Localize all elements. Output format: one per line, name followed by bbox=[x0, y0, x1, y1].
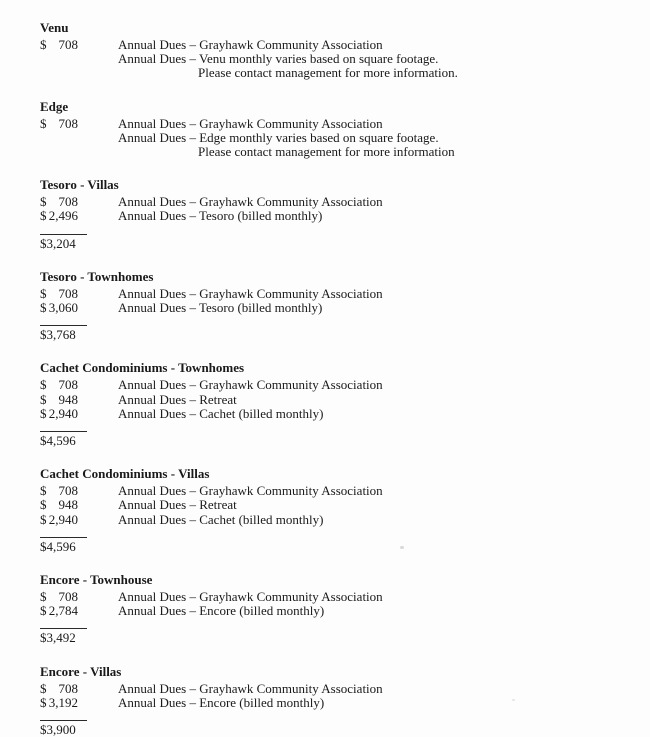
amount-cell bbox=[40, 696, 78, 710]
total-value: 3,204 bbox=[46, 235, 76, 251]
amount-cell bbox=[40, 484, 78, 498]
section-total bbox=[40, 628, 650, 645]
amount-cell bbox=[40, 513, 78, 527]
currency-symbol: $ bbox=[40, 589, 47, 605]
dues-row bbox=[40, 52, 650, 66]
total-amount bbox=[40, 237, 650, 251]
dues-row bbox=[40, 301, 650, 315]
dues-description: Annual Dues – Encore (billed monthly) bbox=[118, 694, 325, 710]
amount-value: 2,784 bbox=[48, 603, 78, 619]
dues-row bbox=[40, 117, 650, 131]
amount-value: 2,496 bbox=[48, 208, 78, 224]
currency-symbol: $ bbox=[40, 208, 47, 224]
currency-symbol: $ bbox=[40, 115, 47, 131]
dues-description: Annual Dues – Retreat bbox=[118, 497, 237, 513]
amount-cell bbox=[40, 378, 78, 392]
section-title: Edge bbox=[40, 98, 69, 114]
section-title: Venu bbox=[40, 20, 69, 35]
total-amount bbox=[40, 631, 650, 645]
section-total bbox=[40, 431, 650, 448]
section-title: Tesoro - Townhomes bbox=[40, 268, 154, 284]
section-total bbox=[40, 537, 650, 554]
total-value: 3,768 bbox=[46, 327, 76, 343]
dues-row bbox=[40, 484, 650, 498]
amount-cell bbox=[40, 301, 78, 315]
total-rule bbox=[40, 325, 87, 326]
dues-description: Annual Dues – Grayhawk Community Association bbox=[118, 589, 383, 605]
section-total bbox=[40, 325, 650, 342]
currency-symbol: $ bbox=[40, 285, 47, 301]
section-cachet-townhomes bbox=[40, 361, 650, 448]
currency-symbol: $ bbox=[40, 405, 47, 421]
currency-symbol: $ bbox=[40, 630, 47, 646]
section-venu bbox=[40, 21, 650, 81]
amount-value: 708 bbox=[58, 37, 78, 52]
amount-value: 948 bbox=[58, 497, 78, 513]
amount-value: 708 bbox=[58, 680, 78, 696]
total-rule bbox=[40, 628, 87, 629]
dues-row bbox=[40, 498, 650, 512]
dues-row bbox=[40, 590, 650, 604]
contact-note: Please contact management for more information bbox=[198, 144, 455, 160]
currency-symbol: $ bbox=[40, 680, 47, 696]
dues-row bbox=[40, 378, 650, 392]
contact-note: Please contact management for more information. bbox=[198, 65, 458, 81]
section-title: Encore - Townhouse bbox=[40, 572, 153, 588]
amount-value: 3,060 bbox=[48, 300, 78, 316]
total-value: 3,900 bbox=[46, 722, 76, 737]
section-title: Tesoro - Villas bbox=[40, 177, 119, 193]
currency-symbol: $ bbox=[40, 694, 47, 710]
currency-symbol: $ bbox=[40, 327, 47, 343]
dues-row bbox=[40, 38, 650, 52]
amount-value: 708 bbox=[58, 194, 78, 210]
section-cachet-villas bbox=[40, 467, 650, 554]
dues-description: Annual Dues – Grayhawk Community Association bbox=[118, 37, 383, 52]
amount-value: 708 bbox=[58, 377, 78, 393]
dues-row bbox=[40, 513, 650, 527]
section-encore-villas bbox=[40, 665, 650, 737]
total-amount bbox=[40, 328, 650, 342]
amount-value: 948 bbox=[58, 391, 78, 407]
dues-row bbox=[40, 131, 650, 145]
currency-symbol: $ bbox=[40, 433, 47, 449]
dues-description: Annual Dues – Tesoro (billed monthly) bbox=[118, 300, 323, 316]
total-amount bbox=[40, 434, 650, 448]
currency-symbol: $ bbox=[40, 511, 47, 527]
total-value: 4,596 bbox=[46, 538, 76, 554]
amount-value: 708 bbox=[58, 115, 78, 131]
dues-description: Annual Dues – Grayhawk Community Association bbox=[118, 377, 383, 393]
total-value: 3,492 bbox=[46, 630, 76, 646]
section-title: Cachet Condominiums - Townhomes bbox=[40, 360, 245, 376]
dues-row bbox=[40, 682, 650, 696]
scan-speckle bbox=[400, 546, 404, 549]
currency-symbol: $ bbox=[40, 235, 47, 251]
amount-value: 708 bbox=[58, 483, 78, 499]
dues-description: Annual Dues – Retreat bbox=[118, 391, 237, 407]
amount-cell bbox=[40, 209, 78, 223]
currency-symbol: $ bbox=[40, 194, 47, 210]
dues-description: Annual Dues – Cachet (billed monthly) bbox=[118, 405, 324, 421]
section-title: Encore - Villas bbox=[40, 663, 122, 679]
amount-cell bbox=[40, 498, 78, 512]
total-amount bbox=[40, 723, 650, 737]
amount-cell bbox=[40, 287, 78, 301]
amount-value: 3,192 bbox=[48, 694, 78, 710]
amount-cell bbox=[40, 195, 78, 209]
dues-description: Annual Dues – Cachet (billed monthly) bbox=[118, 511, 324, 527]
currency-symbol: $ bbox=[40, 722, 47, 737]
currency-symbol: $ bbox=[40, 538, 47, 554]
dues-description: Annual Dues – Grayhawk Community Association bbox=[118, 483, 383, 499]
dues-description: Annual Dues – Grayhawk Community Association bbox=[118, 194, 383, 210]
dues-row bbox=[40, 195, 650, 209]
amount-value: 708 bbox=[58, 589, 78, 605]
currency-symbol: $ bbox=[40, 603, 47, 619]
amount-cell bbox=[40, 393, 78, 407]
amount-cell bbox=[40, 117, 78, 131]
total-rule bbox=[40, 431, 87, 432]
currency-symbol: $ bbox=[40, 377, 47, 393]
dues-row bbox=[40, 287, 650, 301]
currency-symbol: $ bbox=[40, 391, 47, 407]
dues-description: Annual Dues – Edge monthly varies based on square footage. bbox=[118, 129, 439, 145]
amount-cell bbox=[40, 38, 78, 52]
dues-description: Annual Dues – Grayhawk Community Association bbox=[118, 680, 383, 696]
section-title: Cachet Condominiums - Villas bbox=[40, 466, 210, 482]
total-rule bbox=[40, 234, 87, 235]
dues-description: Annual Dues – Encore (billed monthly) bbox=[118, 603, 325, 619]
dues-row bbox=[40, 604, 650, 618]
total-rule bbox=[40, 720, 87, 721]
dues-row bbox=[40, 209, 650, 223]
amount-cell bbox=[40, 604, 78, 618]
currency-symbol: $ bbox=[40, 497, 47, 513]
section-tesoro-villas bbox=[40, 178, 650, 251]
section-total bbox=[40, 234, 650, 251]
dues-description: Annual Dues – Venu monthly varies based on square footage. bbox=[118, 51, 439, 67]
dues-description: Annual Dues – Grayhawk Community Association bbox=[118, 285, 383, 301]
dues-row bbox=[40, 696, 650, 710]
section-total bbox=[40, 720, 650, 737]
amount-value: 2,940 bbox=[48, 405, 78, 421]
amount-value: 708 bbox=[58, 285, 78, 301]
scan-speckle bbox=[512, 699, 515, 701]
total-amount bbox=[40, 540, 650, 554]
currency-symbol: $ bbox=[40, 300, 47, 316]
dues-row bbox=[40, 393, 650, 407]
section-encore-townhouse bbox=[40, 573, 650, 646]
dues-description: Annual Dues – Tesoro (billed monthly) bbox=[118, 208, 323, 224]
dues-description: Annual Dues – Grayhawk Community Association bbox=[118, 115, 383, 131]
amount-value: 2,940 bbox=[48, 511, 78, 527]
amount-cell bbox=[40, 407, 78, 421]
currency-symbol: $ bbox=[40, 37, 47, 52]
amount-cell bbox=[40, 682, 78, 696]
currency-symbol: $ bbox=[40, 483, 47, 499]
total-value: 4,596 bbox=[46, 433, 76, 449]
total-rule bbox=[40, 537, 87, 538]
section-edge bbox=[40, 100, 650, 160]
dues-row bbox=[40, 407, 650, 421]
section-tesoro-townhomes bbox=[40, 270, 650, 343]
amount-cell bbox=[40, 590, 78, 604]
